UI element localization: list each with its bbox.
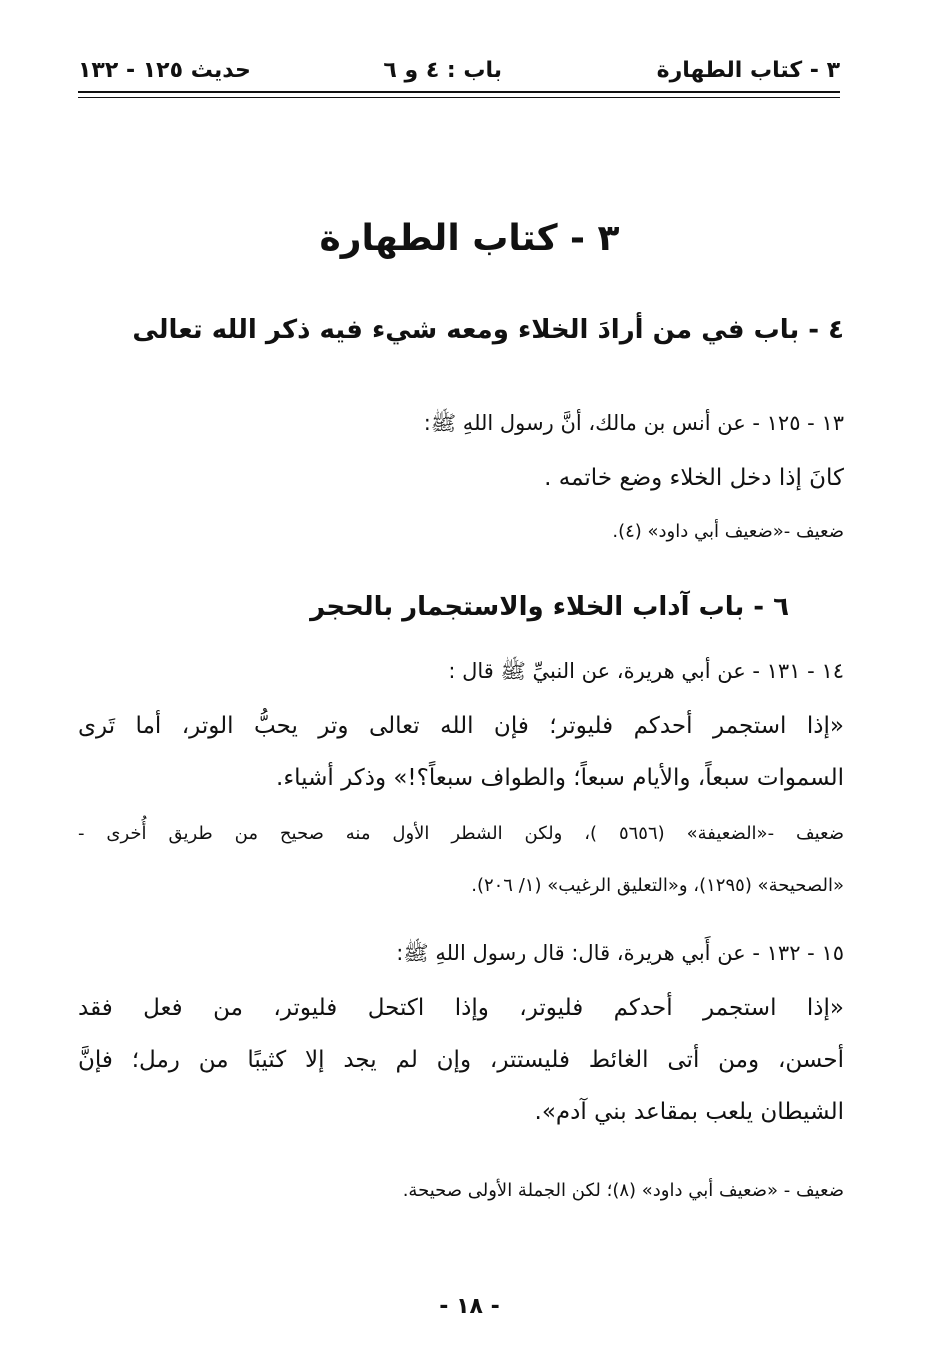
book-title: ٣ - كتاب الطهارة — [319, 218, 620, 259]
hadith-matn-132-line-2: أحسن، ومن أتى الغائط فليستتر، وإن لم يجد إلا كثيبًا من رمل؛ فإنَّ — [78, 1047, 844, 1073]
hadith-grade-132: ضعيف - «ضعيف أبي داود» (٨)؛ لكن الجملة الأولى صحيحة. — [402, 1180, 844, 1201]
header-rule-thin — [78, 97, 840, 98]
header-chapter-ref: باب : ٤ و ٦ — [383, 58, 502, 83]
header-book-title: ٣ - كتاب الطهارة — [656, 58, 840, 83]
running-header — [78, 58, 840, 92]
hadith-matn-131-line-1: «إذا استجمر أحدكم فليوتر؛ فإن الله تعالى وتر يحبُّ الوتر، أما تَرى — [78, 713, 844, 739]
hadith-matn-132-line-1: «إذا استجمر أحدكم فليوتر، وإذا اكتحل فليوتر، من فعل فقد — [78, 995, 844, 1021]
hadith-matn-131-line-2: السموات سبعاً، والأيام سبعاً؛ والطواف سبعاً؟!» وذكر أشياء. — [276, 765, 844, 791]
hadith-grade-131-line-2: «الصحيحة» (١٢٩٥)، و«التعليق الرغيب» (١/ ٢٠٦). — [471, 875, 844, 896]
header-rule — [78, 91, 840, 93]
hadith-head-125: ١٣ - ١٢٥ - عن أنس بن مالك، أنَّ رسول اللهِ ﷺ: — [423, 411, 844, 435]
hadith-matn-125: كانَ إذا دخل الخلاء وضع خاتمه . — [544, 465, 844, 491]
page-number: - ١٨ - — [439, 1294, 500, 1319]
hadith-head-132: ١٥ - ١٣٢ - عن أَبي هريرة، قال: قال رسول اللهِ ﷺ: — [396, 941, 844, 965]
hadith-grade-131-line-1: ضعيف -«الضعيفة» (٥٦٥٦ )، ولكن الشطر الأول منه صحيح من طريق أُخرى - — [78, 823, 844, 844]
hadith-grade-125: ضعيف -«ضعيف أبي داود» (٤). — [612, 521, 844, 542]
hadith-matn-132-line-3: الشيطان يلعب بمقاعد بني آدم». — [534, 1099, 844, 1125]
hadith-head-131: ١٤ - ١٣١ - عن أبي هريرة، عن النبيِّ ﷺ قال : — [448, 659, 844, 683]
header-hadith-range: حديث ١٢٥ - ١٣٢ — [78, 58, 251, 83]
chapter-title-6: ٦ - باب آداب الخلاء والاستجمار بالحجر — [310, 592, 789, 622]
chapter-title-4: ٤ - باب في من أرادَ الخلاء ومعه شيء فيه ذكر الله تعالى — [132, 315, 844, 345]
